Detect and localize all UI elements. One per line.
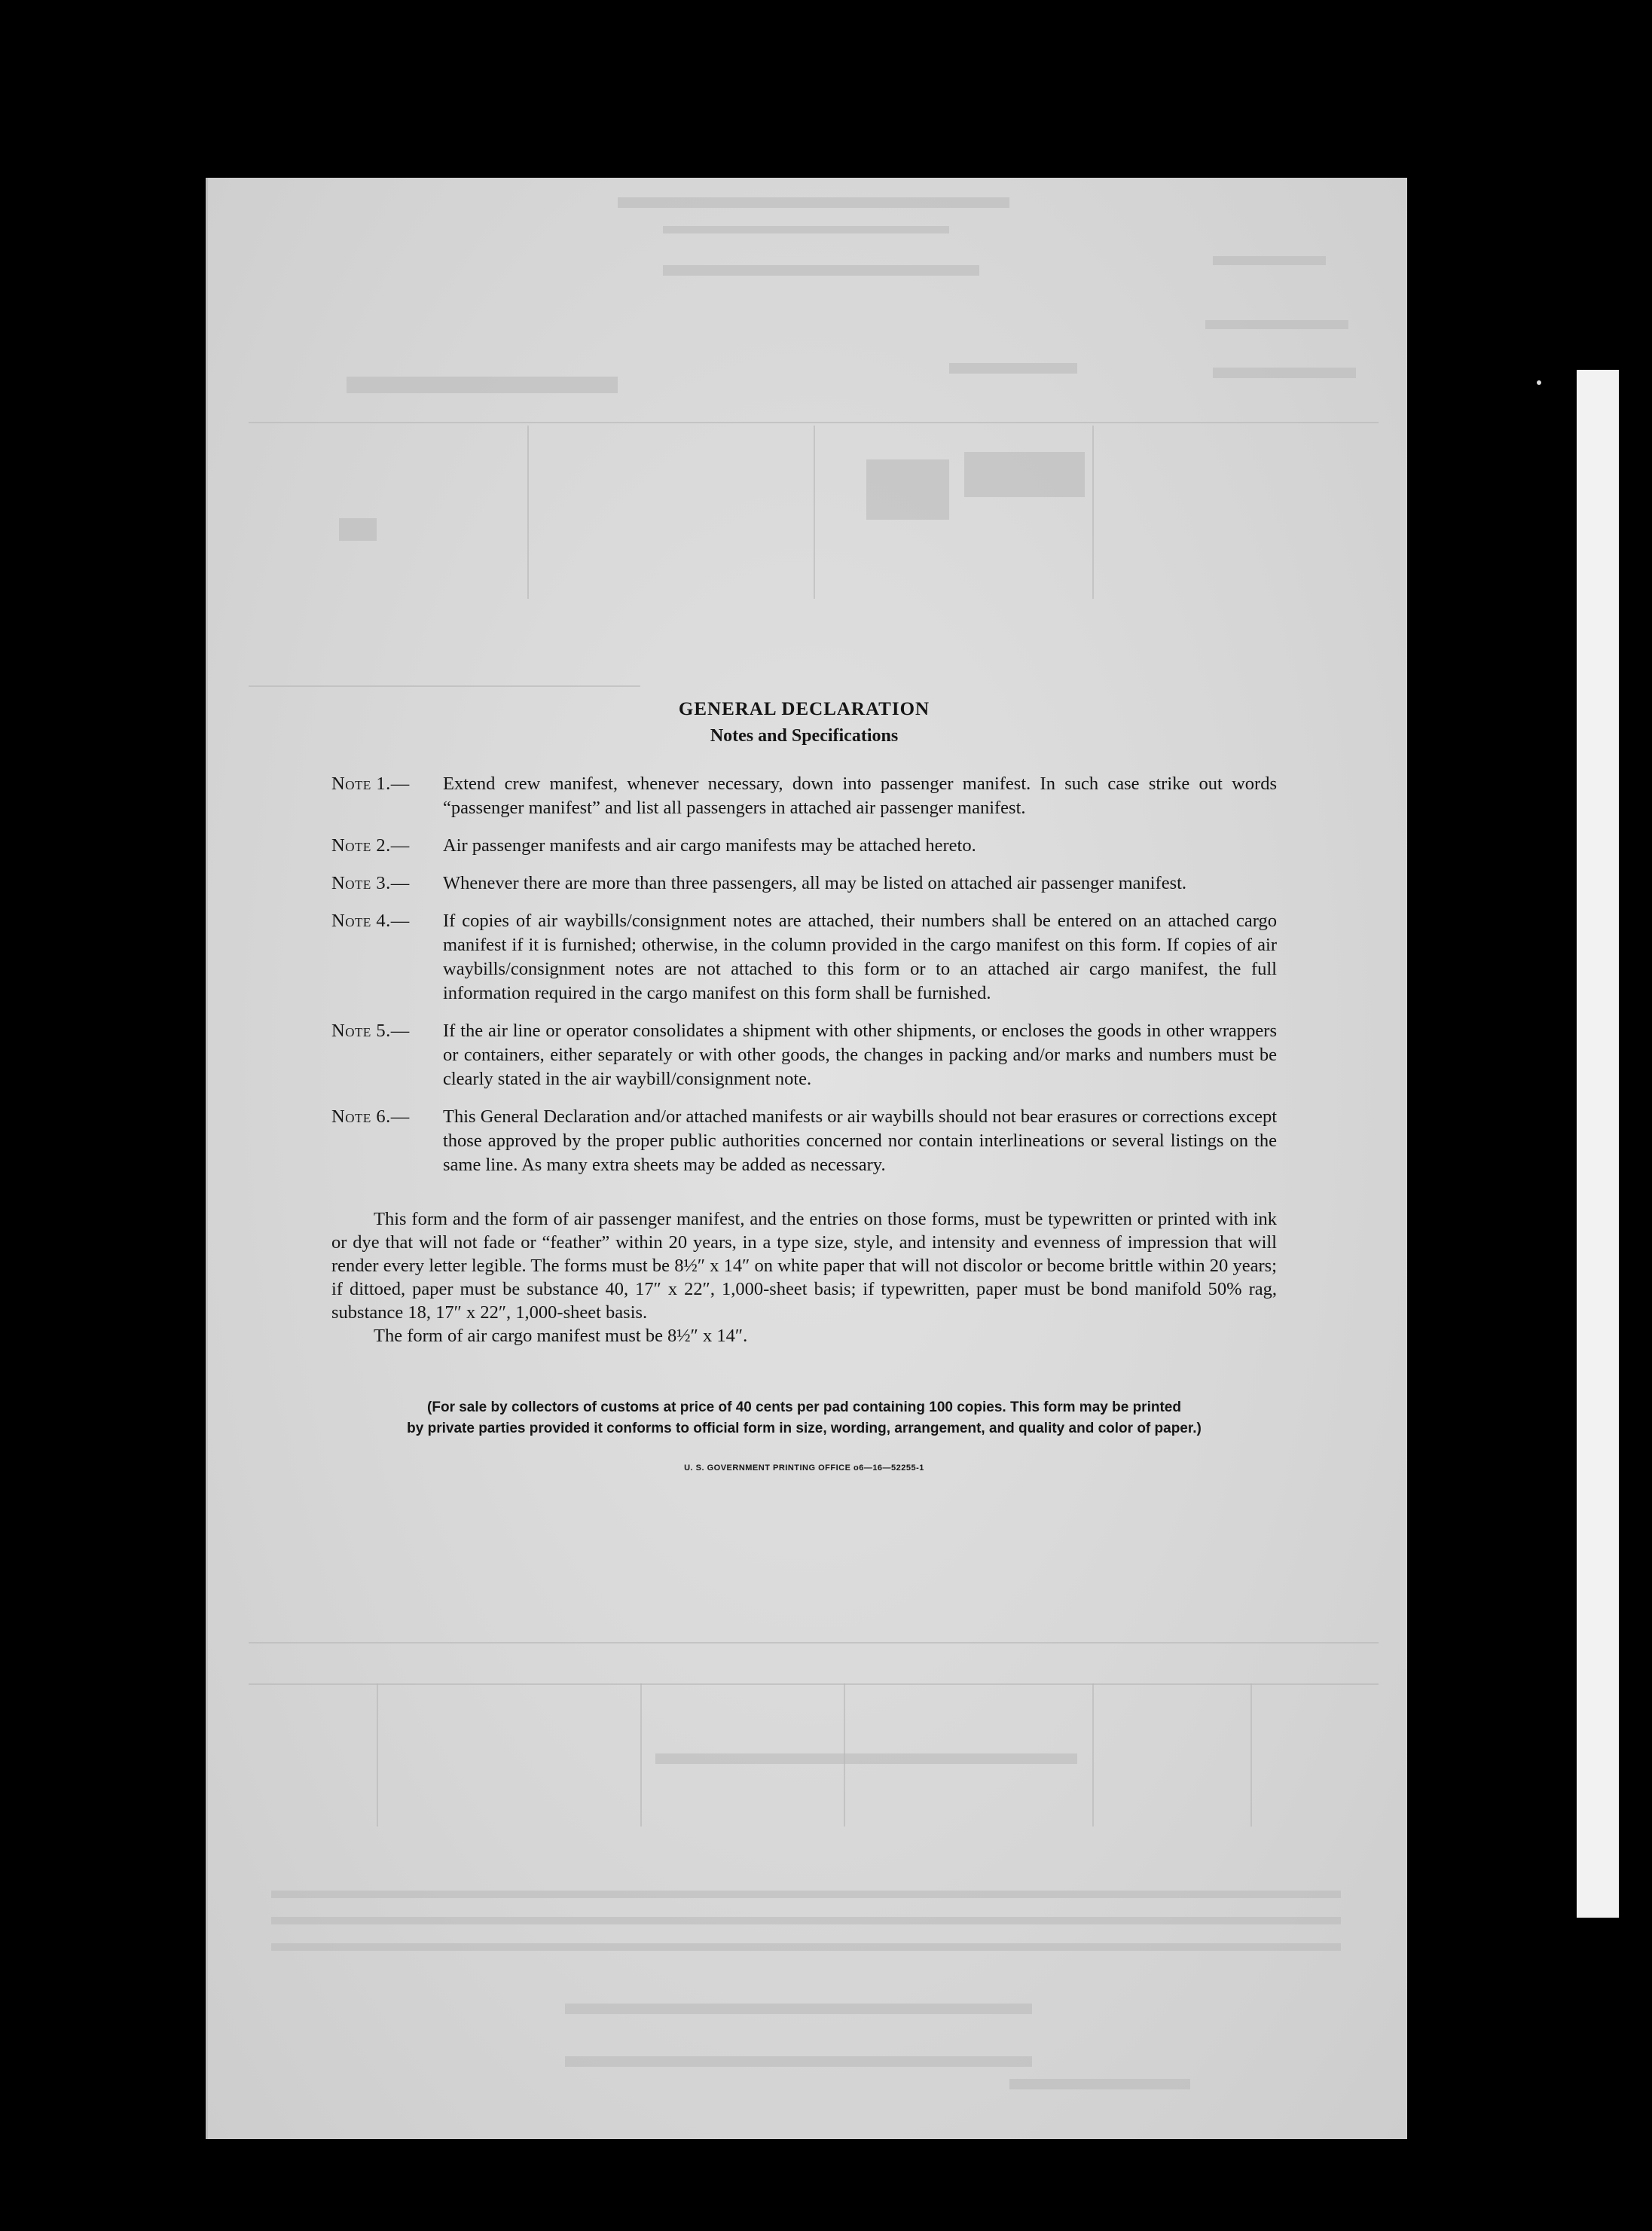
- document-subheading: Notes and Specifications: [710, 726, 899, 746]
- sale-notice-line-1: (For sale by collectors of customs at price of 40 cents per pad containing 100 copies. This form may be printed: [427, 1399, 1181, 1415]
- cargo-manifest-size-paragraph: The form of air cargo manifest must be 8½″ x 14″.: [374, 1326, 748, 1346]
- bleed-through-heading: [663, 265, 979, 276]
- bleed-through-typed: [964, 452, 1085, 497]
- note-label: Note 1.—: [331, 774, 410, 794]
- note-label: Note 2.—: [331, 835, 410, 856]
- bleed-through-title: [618, 197, 1009, 208]
- sale-notice-line-2: by private parties provided it conforms to official form in size, wording, arrangement, and quality and color of paper.): [407, 1421, 1202, 1436]
- document-heading: GENERAL DECLARATION: [678, 699, 930, 719]
- bleed-through-rule: [1092, 426, 1094, 599]
- sale-notice: [331, 1397, 1277, 1439]
- bleed-through-field: [347, 377, 618, 393]
- note-6: [331, 1105, 1277, 1177]
- note-1: [331, 772, 1277, 820]
- bleed-through-typed: [866, 459, 949, 520]
- bleed-through-rule: [527, 426, 529, 599]
- bleed-through-rule: [1092, 1683, 1094, 1827]
- note-text: Whenever there are more than three passengers, all may be listed on attached air passenger manifest.: [443, 873, 1187, 893]
- bleed-through-rule: [814, 426, 815, 599]
- notes-content: [331, 699, 1277, 1473]
- note-label: Note 4.—: [331, 911, 410, 931]
- bleed-through-rule: [640, 1683, 642, 1827]
- bleed-through-rule: [249, 422, 1379, 423]
- printing-office-line: U. S. GOVERNMENT PRINTING OFFICE o6—16—52255-1: [684, 1463, 924, 1473]
- bleed-through-rule: [249, 685, 640, 687]
- note-label: Note 6.—: [331, 1106, 410, 1127]
- note-2: [331, 834, 1277, 858]
- bleed-through-rule: [249, 1642, 1379, 1643]
- bleed-through-text: [271, 1891, 1341, 1898]
- note-text: This General Declaration and/or attached manifests or air waybills should not bear erasures or corrections except those approved by the proper public authorities concerned nor contain interlineations or several listings on the same line. As many extra sheets may be added as necessary.: [443, 1106, 1277, 1175]
- bleed-through-typed: [565, 2056, 1032, 2067]
- film-edge-strip: [1577, 370, 1619, 1918]
- bleed-through-typed: [655, 1753, 1077, 1764]
- note-label: Note 3.—: [331, 873, 410, 893]
- bleed-through-stamp: [339, 518, 377, 541]
- note-5: [331, 1019, 1277, 1091]
- bleed-through-field: [1213, 256, 1326, 265]
- note-text: Extend crew manifest, whenever necessary, down into passenger manifest. In such case strike out words “passenger manifest” and list all passengers in attached air passenger manifest.: [443, 774, 1277, 818]
- note-text: Air passenger manifests and air cargo manifests may be attached hereto.: [443, 835, 976, 856]
- note-text: If copies of air waybills/consignment notes are attached, their numbers shall be entered on an attached cargo manifest if it is furnished; otherwise, in the column provided in the cargo manifest on this form. If copies of air waybills/consignment notes are not attached to this form or to an attached air cargo manifest, the full information required in the cargo manifest on this form shall be furnished.: [443, 911, 1277, 1003]
- bleed-through-text: [271, 1943, 1341, 1951]
- bleed-through-field: [949, 363, 1077, 374]
- note-4: [331, 909, 1277, 1006]
- note-label: Note 5.—: [331, 1021, 410, 1041]
- bleed-through-field: [1205, 320, 1348, 329]
- film-mark: [1537, 380, 1541, 385]
- bleed-through-subtitle: [663, 226, 949, 233]
- bleed-through-text: [271, 1917, 1341, 1924]
- note-3: [331, 871, 1277, 896]
- bleed-through-rule: [1250, 1683, 1252, 1827]
- note-text: If the air line or operator consolidates a shipment with other shipments, or encloses the goods in other wrappers or containers, either separately or with other goods, the changes in packing and/or marks and numbers must be clearly stated in the air waybill/consignment note.: [443, 1021, 1277, 1089]
- bleed-through-rule: [377, 1683, 378, 1827]
- bleed-through-field: [1213, 368, 1356, 378]
- bleed-through-rule: [249, 1683, 1379, 1685]
- bleed-through-typed: [565, 2004, 1032, 2014]
- bleed-through-typed: [1009, 2079, 1190, 2089]
- paper-specification-paragraph: This form and the form of air passenger manifest, and the entries on those forms, must be typewritten or printed with ink or dye that will not fade or “feather” within 20 years, in a type size, style, and intensity and evenness of impression that will render every letter legible. The forms must be 8½″ x 14″ on white paper that will not discolor or become brittle within 20 years; if dittoed, paper must be substance 40, 17″ x 22″, 1,000-sheet basis; if typewritten, paper must be bond manifold 50% rag, substance 18, 17″ x 22″, 1,000-sheet basis.: [331, 1209, 1277, 1323]
